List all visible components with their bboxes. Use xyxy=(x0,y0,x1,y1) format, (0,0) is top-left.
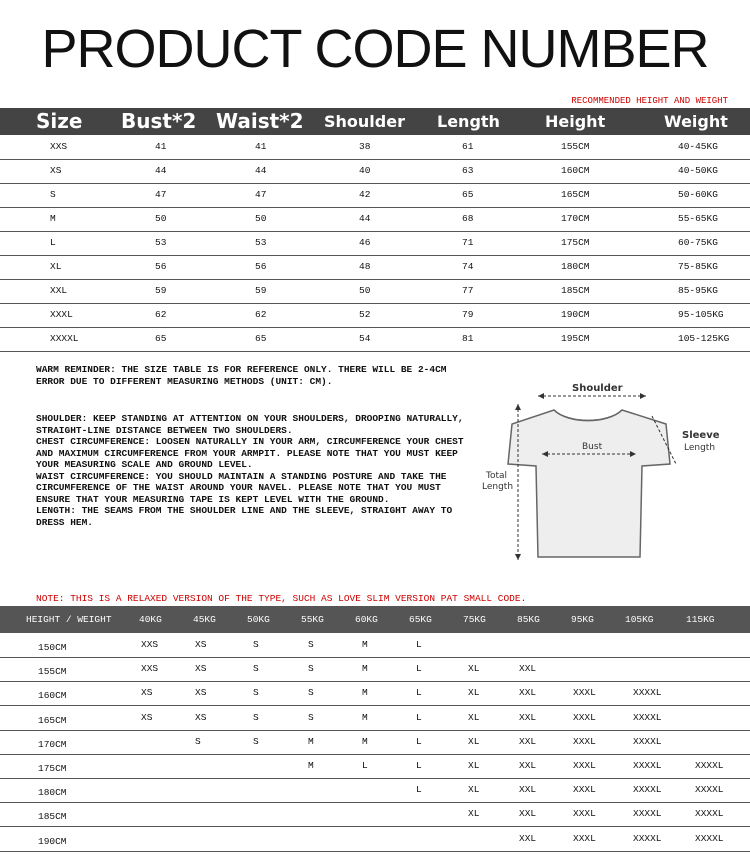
size-cell: L xyxy=(416,760,422,771)
weight-value: 95-105 xyxy=(678,309,713,320)
size-cell: XS xyxy=(141,711,153,723)
hw-table-header xyxy=(0,606,750,633)
height-label: 160CM xyxy=(38,690,67,702)
table-row xyxy=(0,231,750,256)
table-row xyxy=(0,657,750,682)
height-label: 155CM xyxy=(38,666,67,678)
length-note: LENGTH: THE SEAMS FROM THE SHOULDER LINE AND THE SLEEVE, STRAIGHT AWAY TO DRESS HEM. xyxy=(36,505,453,528)
table-row xyxy=(0,279,750,304)
weight-unit: KG xyxy=(706,285,718,296)
height-cell: 170CM xyxy=(561,213,590,224)
shoulder-cell: 52 xyxy=(359,309,371,320)
height-label: 150CM xyxy=(38,642,67,653)
size-cell: XXXL xyxy=(50,309,73,320)
waist-cell: 47 xyxy=(255,189,267,200)
bust-cell: 41 xyxy=(155,141,167,152)
size-cell: XS xyxy=(195,663,207,675)
size-cell: XXXL xyxy=(573,832,596,844)
weight-header: 60KG xyxy=(355,614,378,625)
size-cell: XXL xyxy=(519,735,537,747)
size-cell: L xyxy=(416,687,422,699)
size-cell: XXL xyxy=(519,663,537,675)
size-cell: XXL xyxy=(519,832,537,844)
table-row xyxy=(0,754,750,779)
weight-value: 50-60 xyxy=(678,189,707,200)
weight-unit: KG xyxy=(717,333,730,344)
waist-cell: 62 xyxy=(255,309,267,320)
table-row xyxy=(0,730,750,755)
hw-corner-header: HEIGHT / WEIGHT xyxy=(26,614,112,625)
height-cell: 165CM xyxy=(561,189,590,200)
size-cell: XXXXL xyxy=(695,760,724,771)
bust-cell: 59 xyxy=(155,285,167,296)
size-cell: XXS xyxy=(50,141,68,152)
diagram-sleeve-sub: Length xyxy=(684,443,716,453)
size-cell: XL xyxy=(468,784,480,796)
weight-header: 55KG xyxy=(301,614,324,625)
bust-cell: 47 xyxy=(155,189,167,200)
weight-header: 95KG xyxy=(571,614,594,625)
header-shoulder: Shoulder xyxy=(324,112,405,131)
length-cell: 63 xyxy=(462,165,474,176)
weight-header: 65KG xyxy=(409,614,432,625)
weight-unit: KG xyxy=(706,237,718,248)
size-cell: XXXXL xyxy=(695,808,724,820)
weight-value: 105-125 xyxy=(678,333,718,344)
size-cell: XL xyxy=(50,261,62,272)
size-cell: S xyxy=(308,663,314,675)
tshirt-outline-icon xyxy=(508,410,670,557)
weight-cell xyxy=(678,135,718,159)
relaxed-version-note: NOTE: THIS IS A RELAXED VERSION OF THE TYPE, SUCH AS LOVE SLIM VERSION PAT SMALL CODE. xyxy=(36,593,527,604)
waist-cell: 50 xyxy=(255,213,267,224)
size-cell: L xyxy=(362,760,368,771)
shoulder-note: SHOULDER: KEEP STANDING AT ATTENTION ON YOUR SHOULDERS, DROOPING NATURALLY, STRAIGHT-LINE DISTANCE BETWEEN TWO SHOULDERS. xyxy=(36,413,464,436)
size-cell: S xyxy=(253,711,259,723)
height-cell: 190CM xyxy=(561,309,590,320)
height-cell: 180CM xyxy=(561,261,590,272)
size-cell: S xyxy=(253,639,259,650)
size-cell: S xyxy=(50,189,56,200)
weight-cell xyxy=(678,255,718,279)
size-cell: L xyxy=(416,663,422,675)
weight-header: 45KG xyxy=(193,614,216,625)
size-cell: M xyxy=(362,711,368,723)
length-cell: 74 xyxy=(462,261,474,272)
height-cell: 160CM xyxy=(561,165,590,176)
size-cell: M xyxy=(362,663,368,675)
waist-note: WAIST CIRCUMFERENCE: YOU SHOULD MAINTAIN A STANDING POSTURE AND TAKE THE CIRCUMFERENCE OF THE WAIST AROUND YOUR NAVEL. PLEASE NOTE THAT YOU MUST ENSURE THAT YOUR MEASURING TAPE IS KEPT LEVEL WITH THE GROUND. xyxy=(36,470,447,505)
shoulder-cell: 48 xyxy=(359,261,371,272)
size-cell: XL xyxy=(468,760,480,771)
size-cell: XXL xyxy=(50,285,68,296)
size-cell: M xyxy=(362,639,368,650)
bust-cell: 62 xyxy=(155,309,167,320)
size-cell: XXXL xyxy=(573,808,596,820)
table-row xyxy=(0,159,750,184)
weight-header: 115KG xyxy=(686,614,715,625)
waist-cell: 53 xyxy=(255,237,267,248)
size-cell: XS xyxy=(195,687,207,699)
size-cell: S xyxy=(253,687,259,699)
size-cell: XS xyxy=(195,639,207,650)
size-cell: XXS xyxy=(141,639,159,650)
weight-cell xyxy=(678,231,718,255)
bust-cell: 50 xyxy=(155,213,167,224)
weight-unit: KG xyxy=(706,165,718,176)
length-cell: 81 xyxy=(462,333,474,344)
table-row xyxy=(0,633,750,658)
waist-cell: 44 xyxy=(255,165,267,176)
diagram-sleeve-label: Sleeve xyxy=(682,430,720,441)
weight-value: 40-45 xyxy=(678,141,707,152)
measurement-notes xyxy=(36,413,466,528)
height-cell: 185CM xyxy=(561,285,590,296)
height-label: 175CM xyxy=(38,763,67,774)
length-cell: 65 xyxy=(462,189,474,200)
weight-cell xyxy=(678,279,718,303)
size-cell: S xyxy=(253,663,259,675)
size-cell: XS xyxy=(50,165,62,176)
height-cell: 195CM xyxy=(561,333,590,344)
shoulder-cell: 40 xyxy=(359,165,371,176)
size-cell: XXXXL xyxy=(633,808,662,820)
weight-header: 40KG xyxy=(139,614,162,625)
diagram-bust-label: Bust xyxy=(582,442,603,452)
table-row xyxy=(0,183,750,208)
bust-cell: 56 xyxy=(155,261,167,272)
table-row xyxy=(0,778,750,803)
size-cell: XXXXL xyxy=(633,760,662,771)
height-label: 180CM xyxy=(38,787,67,799)
shoulder-cell: 44 xyxy=(359,213,371,224)
weight-unit: KG xyxy=(706,213,718,224)
header-length: Length xyxy=(437,112,500,131)
weight-cell xyxy=(678,183,718,207)
size-cell: XXXXL xyxy=(50,333,79,344)
weight-header: 85KG xyxy=(517,614,540,625)
size-cell: XXXL xyxy=(573,735,596,747)
shoulder-cell: 50 xyxy=(359,285,371,296)
weight-value: 60-75 xyxy=(678,237,707,248)
waist-cell: 65 xyxy=(255,333,267,344)
height-cell: 175CM xyxy=(561,237,590,248)
size-cell: L xyxy=(416,639,422,650)
bust-cell: 44 xyxy=(155,165,167,176)
size-cell: XL xyxy=(468,808,480,820)
size-cell: XL xyxy=(468,687,480,699)
size-cell: XXXXL xyxy=(633,832,662,844)
table-row xyxy=(0,706,750,731)
table-row xyxy=(0,827,750,852)
size-cell: XS xyxy=(195,711,207,723)
length-cell: 71 xyxy=(462,237,474,248)
size-cell: XL xyxy=(468,735,480,747)
diagram-total-sub: Length xyxy=(482,482,514,492)
size-cell: XXL xyxy=(519,711,537,723)
height-label: 190CM xyxy=(38,835,67,847)
page-title: PRODUCT CODE NUMBER xyxy=(41,19,709,79)
size-cell: XXXXL xyxy=(633,711,662,723)
size-cell: M xyxy=(362,735,368,747)
shoulder-cell: 46 xyxy=(359,237,371,248)
table-row xyxy=(0,255,750,280)
weight-unit: KG xyxy=(706,189,718,200)
size-cell: XXXL xyxy=(573,784,596,796)
size-cell: L xyxy=(50,237,56,248)
size-cell: M xyxy=(362,687,368,699)
size-cell: XXS xyxy=(141,663,159,675)
size-cell: L xyxy=(416,735,422,747)
diagram-total-label: Total xyxy=(486,471,508,481)
size-cell: M xyxy=(308,760,314,771)
shoulder-cell: 38 xyxy=(359,141,371,152)
size-cell: M xyxy=(308,735,314,747)
table-row xyxy=(0,802,750,827)
table-row xyxy=(0,135,750,160)
size-table-header xyxy=(0,108,750,135)
size-cell: XS xyxy=(141,687,153,699)
header-weight: Weight xyxy=(664,112,728,131)
size-cell: XXL xyxy=(519,687,537,699)
weight-header: 105KG xyxy=(625,614,654,625)
size-cell: XXXXL xyxy=(633,687,662,699)
recommended-note: RECOMMENDED HEIGHT AND WEIGHT xyxy=(571,96,728,106)
weight-cell xyxy=(678,207,718,231)
waist-cell: 59 xyxy=(255,285,267,296)
header-bust: Bust*2 xyxy=(121,109,197,133)
header-waist: Waist*2 xyxy=(216,109,304,133)
height-label: 170CM xyxy=(38,738,67,750)
chest-note: CHEST CIRCUMFERENCE: LOOSEN NATURALLY IN YOUR ARM, CIRCUMFERENCE YOUR CHEST AND MAXIMUM CIRCUMFERENCE FROM YOUR ARMPIT. PLEASE NOTE THAT YOU MUST KEEP YOUR MEASURING SCALE AND GROUND LEVEL. xyxy=(36,436,464,470)
size-cell: S xyxy=(253,735,259,747)
header-size: Size xyxy=(36,109,83,133)
diagram-shoulder-label: Shoulder xyxy=(572,383,623,394)
size-cell: XL xyxy=(468,663,480,675)
size-cell: XL xyxy=(468,711,480,723)
size-cell: L xyxy=(416,784,422,796)
size-cell: L xyxy=(416,711,422,723)
size-cell: S xyxy=(308,639,314,650)
size-cell: XXXXL xyxy=(695,784,724,796)
bust-cell: 65 xyxy=(155,333,167,344)
waist-cell: 41 xyxy=(255,141,267,152)
shoulder-cell: 42 xyxy=(359,189,371,200)
header-height: Height xyxy=(545,112,606,131)
size-cell: XXXXL xyxy=(633,784,662,796)
size-cell: XXXL xyxy=(573,711,596,723)
weight-value: 75-85 xyxy=(678,261,707,272)
weight-header: 50KG xyxy=(247,614,270,625)
size-cell: XXL xyxy=(519,784,537,796)
length-cell: 79 xyxy=(462,309,474,320)
table-row xyxy=(0,327,750,352)
weight-cell xyxy=(678,303,724,327)
weight-cell xyxy=(678,327,729,351)
table-row xyxy=(0,207,750,232)
weight-unit: KG xyxy=(706,141,718,152)
weight-value: 40-50 xyxy=(678,165,707,176)
tshirt-diagram xyxy=(476,372,740,568)
size-cell: XXXXL xyxy=(695,832,724,844)
height-cell: 155CM xyxy=(561,141,590,152)
size-cell: M xyxy=(50,213,56,224)
size-cell: S xyxy=(308,687,314,699)
length-cell: 61 xyxy=(462,141,474,152)
weight-value: 55-65 xyxy=(678,213,707,224)
waist-cell: 56 xyxy=(255,261,267,272)
weight-unit: KG xyxy=(712,309,724,320)
size-cell: XXXXL xyxy=(633,735,662,747)
length-cell: 68 xyxy=(462,213,474,224)
weight-cell xyxy=(678,159,718,183)
size-cell: XXXL xyxy=(573,760,596,771)
size-cell: S xyxy=(308,711,314,723)
weight-unit: KG xyxy=(706,261,718,272)
weight-header: 75KG xyxy=(463,614,486,625)
size-cell: XXL xyxy=(519,760,537,771)
bust-cell: 53 xyxy=(155,237,167,248)
warm-reminder: WARM REMINDER: THE SIZE TABLE IS FOR REFERENCE ONLY. THERE WILL BE 2-4CM ERROR DUE TO DIFFERENT MEASURING METHODS (UNIT: CM). xyxy=(36,364,447,387)
size-cell: XXL xyxy=(519,808,537,820)
height-label: 185CM xyxy=(38,811,67,823)
size-cell: XXXL xyxy=(573,687,596,699)
length-cell: 77 xyxy=(462,285,474,296)
size-cell: S xyxy=(195,735,201,747)
height-label: 165CM xyxy=(38,714,67,726)
table-row xyxy=(0,681,750,706)
weight-value: 85-95 xyxy=(678,285,707,296)
table-row xyxy=(0,303,750,328)
shoulder-cell: 54 xyxy=(359,333,371,344)
